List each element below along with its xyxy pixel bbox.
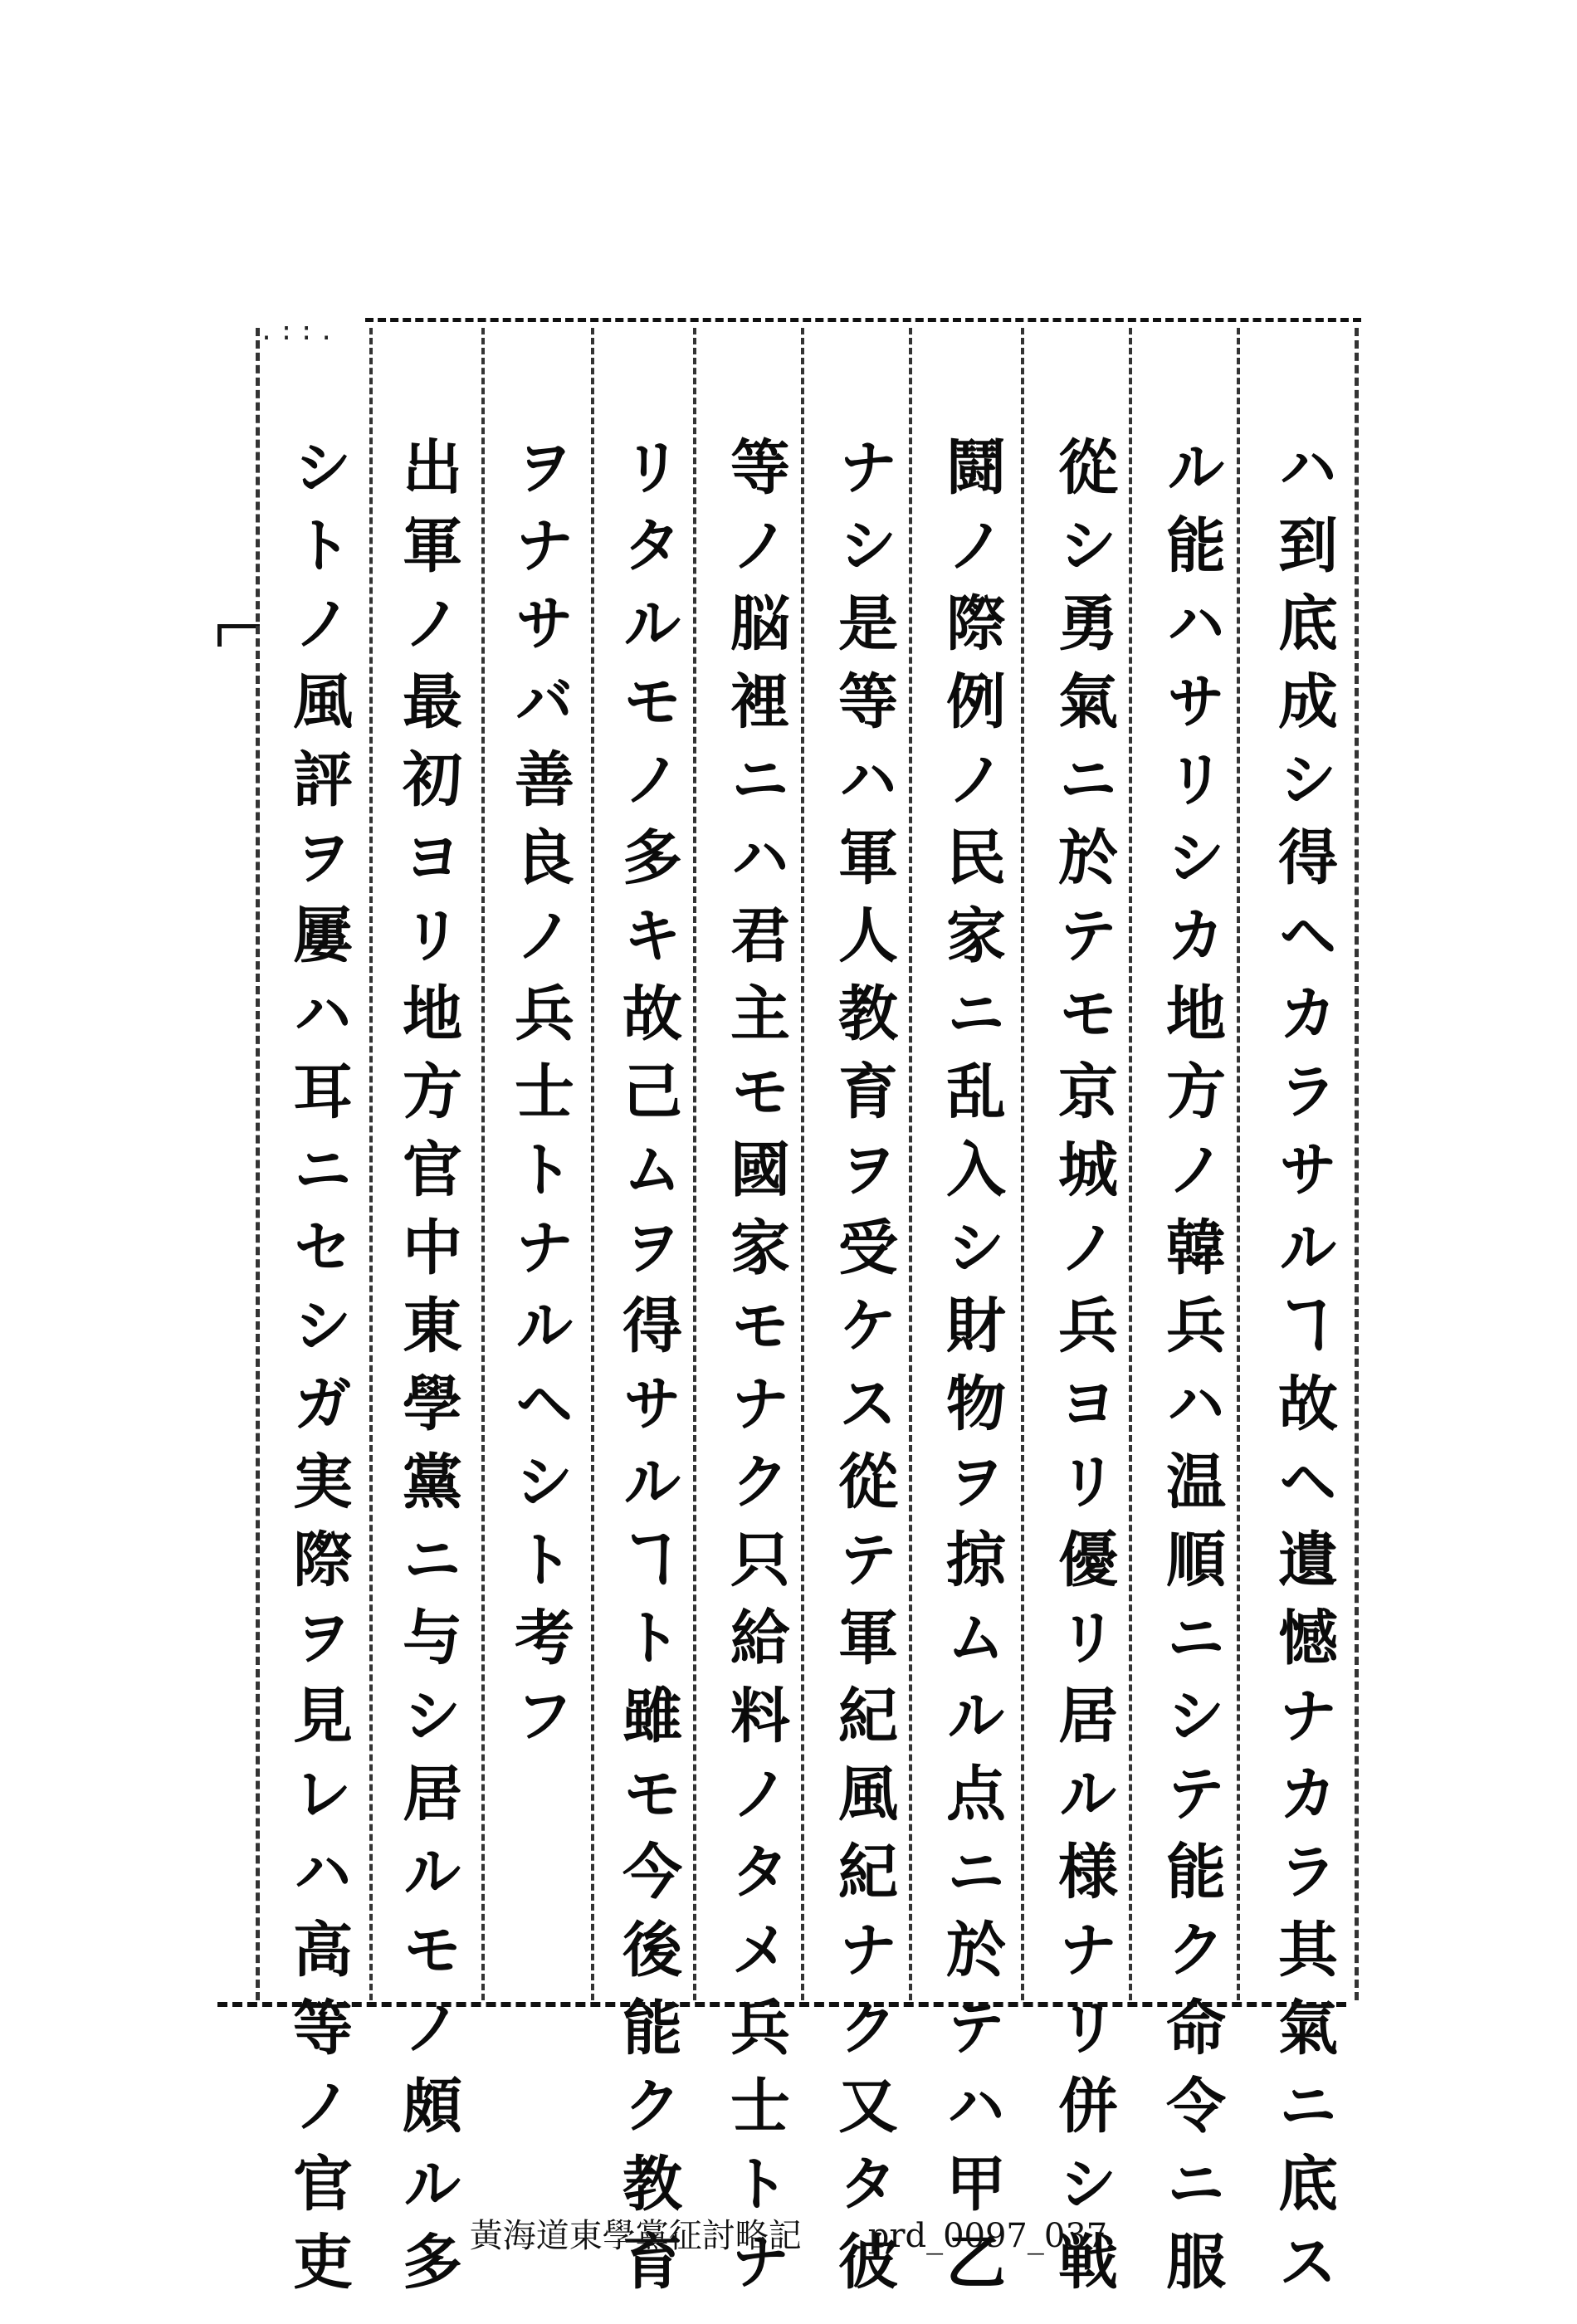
page-footer [0,2209,1577,2257]
document-title: 黃海道東學黨征討略記 [469,2217,802,2255]
text-column: 等ノ脳裡ニハ君主モ國家モナク只給料ノタメ兵士トナ [720,436,791,2308]
margin-tick-mark [217,624,260,647]
frame-top-rule [365,318,1361,322]
column-rule [481,328,485,2000]
corner-dot-mark: .::. [259,317,339,346]
frame-bottom-rule [217,2002,1346,2007]
text-column: ナシ是等ハ軍人教育ヲ受ケス從テ軍紀風紀ナク又タ彼 [828,436,899,2308]
text-column: 出軍ノ最初ヨリ地方官中東學黨ニ与シ居ルモノ頗ル多 [393,436,463,2308]
text-column: 鬪ノ際例ノ民家ニ乱入シ財物ヲ掠ムル点ニ於テハ甲乙 [936,436,1007,2308]
text-column: 從シ勇氣ニ於テモ京城ノ兵ヨリ優リ居ル様ナリ併シ戦 [1048,436,1119,2308]
text-column: シトノ風評ヲ屢ハ耳ニセシガ実際ヲ見レハ高等ノ官吏 [283,436,354,2308]
text-column: リタルモノ多キ故己ムヲ得サルヿト雖モ今後能ク教育 [613,436,683,2308]
frame-left-rule [256,328,260,2000]
text-column: ル能ハサリシカ地方ノ韓兵ハ温順ニシテ能ク命令ニ服 [1156,436,1227,2308]
text-column: ハ到底成シ得ヘカラサルヿ故ヘ遺憾ナカラ其氣ニ底ス [1268,436,1339,2308]
text-column: ヲナサバ善良ノ兵士トナルヘシト考フ [505,436,575,1762]
document-code: prd_0097_037 [867,2217,1108,2255]
